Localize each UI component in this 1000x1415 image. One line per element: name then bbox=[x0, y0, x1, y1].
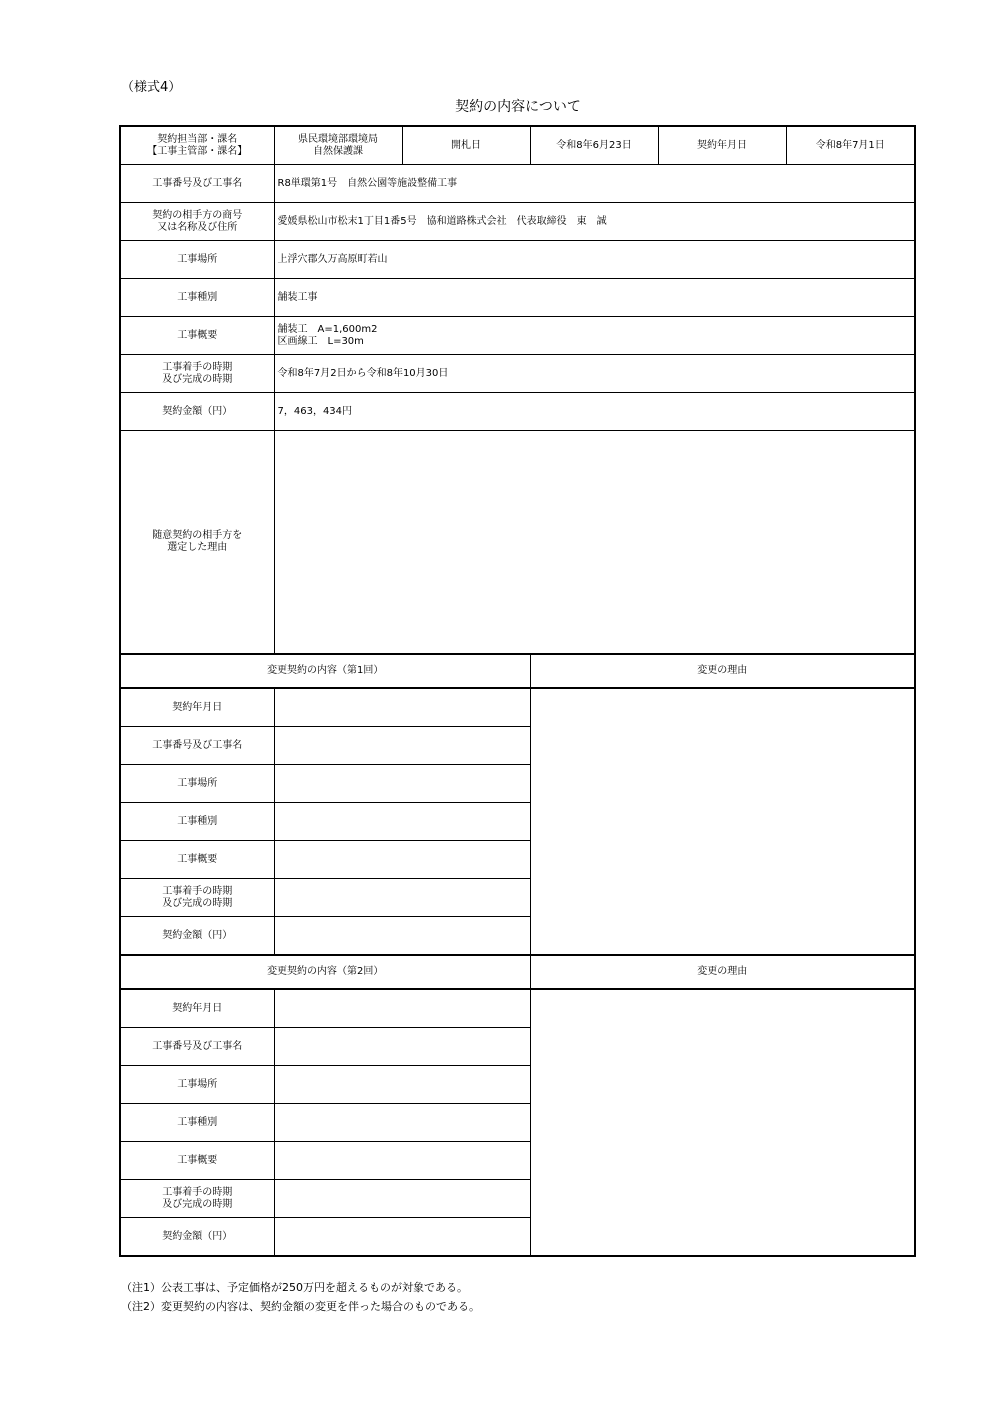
row-value bbox=[274, 841, 530, 879]
table-row bbox=[120, 317, 915, 355]
row-value bbox=[274, 688, 530, 727]
row-value bbox=[274, 803, 530, 841]
row-value: 7，463，434円 bbox=[274, 393, 915, 431]
table-row bbox=[120, 355, 915, 393]
row-value bbox=[274, 1218, 530, 1257]
row-label: 契約年月日 bbox=[120, 688, 274, 727]
row-label: 工事着手の時期 及び完成の時期 bbox=[120, 1180, 274, 1218]
table-row bbox=[120, 203, 915, 241]
row-value bbox=[274, 1104, 530, 1142]
row-label: 工事番号及び工事名 bbox=[120, 1028, 274, 1066]
row-label: 契約の相手方の商号 又は名称及び住所 bbox=[120, 203, 274, 241]
table-row bbox=[120, 989, 915, 1028]
row-value bbox=[274, 727, 530, 765]
contract-date-value: 令和8年7月1日 bbox=[786, 126, 915, 165]
dept-label: 契約担当部・課名 【工事主管部・課名】 bbox=[120, 126, 274, 165]
row-value bbox=[274, 879, 530, 917]
row-value bbox=[274, 989, 530, 1028]
change-reason-value bbox=[530, 989, 915, 1256]
row-value bbox=[274, 1180, 530, 1218]
row-label: 工事場所 bbox=[120, 1066, 274, 1104]
change-section-title: 変更契約の内容（第1回） bbox=[120, 654, 530, 688]
row-value: R8単環第1号 自然公園等施設整備工事 bbox=[274, 165, 915, 203]
row-label: 工事種別 bbox=[120, 279, 274, 317]
form-number: （様式4） bbox=[121, 80, 182, 95]
row-value: 舗装工 A=1,600m2 区画線工 L=30m bbox=[274, 317, 915, 355]
row-value: 愛媛県松山市松末1丁目1番5号 協和道路株式会社 代表取締役 東 誠 bbox=[274, 203, 915, 241]
row-label: 工事種別 bbox=[120, 803, 274, 841]
change-section-1-header bbox=[120, 654, 915, 688]
row-label: 工事着手の時期 及び完成の時期 bbox=[120, 879, 274, 917]
document-title: 契約の内容について bbox=[455, 99, 581, 115]
table-row bbox=[120, 241, 915, 279]
contract-table bbox=[119, 125, 916, 1257]
row-label: 工事場所 bbox=[120, 241, 274, 279]
row-value bbox=[274, 917, 530, 956]
change-section-title: 変更契約の内容（第2回） bbox=[120, 955, 530, 989]
bid-date-label: 開札日 bbox=[402, 126, 530, 165]
table-row bbox=[120, 688, 915, 727]
row-label: 工事種別 bbox=[120, 1104, 274, 1142]
row-label: 契約年月日 bbox=[120, 989, 274, 1028]
row-label: 工事概要 bbox=[120, 841, 274, 879]
contract-date-label: 契約年月日 bbox=[658, 126, 786, 165]
row-label: 工事概要 bbox=[120, 317, 274, 355]
change-reason-title: 変更の理由 bbox=[530, 955, 915, 989]
table-row bbox=[120, 279, 915, 317]
row-label: 契約金額（円） bbox=[120, 1218, 274, 1257]
table-row bbox=[120, 393, 915, 431]
row-value bbox=[274, 1028, 530, 1066]
selection-reason-value bbox=[274, 431, 915, 655]
row-label: 工事概要 bbox=[120, 1142, 274, 1180]
change-reason-title: 変更の理由 bbox=[530, 654, 915, 688]
row-value bbox=[274, 765, 530, 803]
dept-value: 県民環境部環境局 自然保護課 bbox=[274, 126, 402, 165]
row-value: 令和8年7月2日から令和8年10月30日 bbox=[274, 355, 915, 393]
row-label: 工事番号及び工事名 bbox=[120, 727, 274, 765]
row-label: 工事場所 bbox=[120, 765, 274, 803]
row-label: 工事着手の時期 及び完成の時期 bbox=[120, 355, 274, 393]
bid-date-value: 令和8年6月23日 bbox=[530, 126, 658, 165]
table-row bbox=[120, 165, 915, 203]
row-label: 契約金額（円） bbox=[120, 917, 274, 956]
footnote: （注1）公表工事は、予定価格が250万円を超えるものが対象である。 bbox=[121, 1281, 468, 1294]
selection-reason-label: 随意契約の相手方を 選定した理由 bbox=[120, 431, 274, 655]
selection-reason-row bbox=[120, 431, 915, 655]
row-label: 契約金額（円） bbox=[120, 393, 274, 431]
row-value: 舗装工事 bbox=[274, 279, 915, 317]
row-value: 上浮穴郡久万高原町若山 bbox=[274, 241, 915, 279]
change-section-2-header bbox=[120, 955, 915, 989]
row-label: 工事番号及び工事名 bbox=[120, 165, 274, 203]
footnotes bbox=[121, 1278, 480, 1316]
row-value bbox=[274, 1142, 530, 1180]
row-value bbox=[274, 1066, 530, 1104]
change-reason-value bbox=[530, 688, 915, 955]
top-row bbox=[120, 126, 915, 165]
footnote: （注2）変更契約の内容は、契約金額の変更を伴った場合のものである。 bbox=[121, 1300, 480, 1313]
